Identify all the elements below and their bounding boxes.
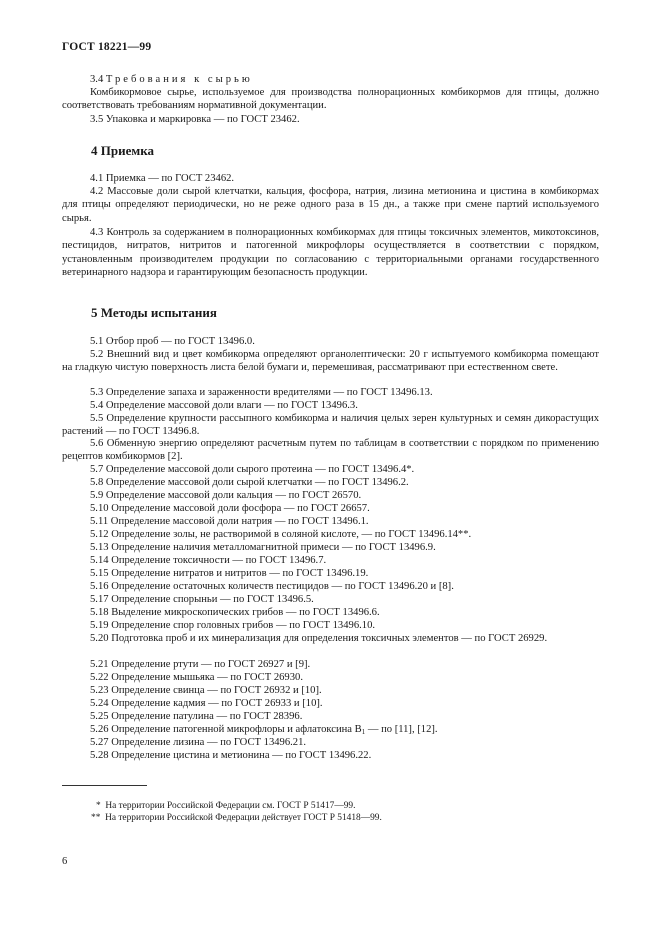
page-number: 6 [62,856,68,867]
item-5-4: 5.4 Определение массовой доли влаги — по ГОСТ 13496.3. [90,400,358,411]
item-5-11: 5.11 Определение массовой доли натрия — по ГОСТ 13496.1. [90,516,369,527]
paragraph-4-1: 4.1 Приемка — по ГОСТ 23462. [90,173,235,184]
item-5-16: 5.16 Определение остаточных количеств пестицидов — по ГОСТ 13496.20 и [8]. [90,581,454,592]
footnote-text: На территории Российской Федерации действует ГОСТ Р 51418—99. [105,813,382,823]
section-3-5: 3.5 Упаковка и маркировка — по ГОСТ 23462. [90,114,300,125]
footnote-mark: ** [91,813,101,823]
footnote-divider [62,785,147,786]
section-3-4-heading: Требования к сырью [105,74,253,85]
item-5-2: 5.2 Внешний вид и цвет комбикорма определяют органолептически: 20 г испытуемого комбикорма помещают на гладкую чистую поверхность листа белой бумаги и, перемешивая, рассматривают при естественном свете. [62,349,599,374]
item-5-21: 5.21 Определение ртути — по ГОСТ 26927 и [9]. [90,659,311,670]
item-5-7: 5.7 Определение массовой доли сырого протеина — по ГОСТ 13496.4*. [90,464,415,475]
item-5-5: 5.5 Определение крупности рассыпного комбикорма и наличия целых зерен культурных и семян дикорастущих растений — по ГОСТ 13496.8. [62,413,599,438]
document-header: ГОСТ 18221—99 [62,41,152,53]
item-5-26: 5.26 Определение патогенной микрофлоры и афлатоксина $В_1$ — по [11], [12]. [90,724,438,736]
section-4-heading: 4 Приемка [91,143,155,158]
footnote-mark: * [96,801,101,811]
section-5-heading: 5 Методы испытания [91,305,217,320]
paragraph-4-2: 4.2 Массовые доли сырой клетчатки, кальция, фосфора, натрия, лизина метионина и цистина в комбикормах для птицы определяют периодически, но не реже одного раза в 15 дн., а также при смене партий используемого сырья. [62,186,599,224]
item-5-8: 5.8 Определение массовой доли сырой клетчатки — по ГОСТ 13496.2. [90,477,409,488]
item-5-10: 5.10 Определение массовой доли фосфора — по ГОСТ 26657. [90,503,370,514]
footnote-1 [96,800,355,812]
item-5-6: 5.6 Обменную энергию определяют расчетным путем по таблицам в соответствии с порядком по применению рецептов комбикормов [2]. [62,438,599,463]
item-5-20: 5.20 Подготовка проб и их минерализация для определения токсичных элементов — по ГОСТ 26929. [90,633,548,644]
item-5-9: 5.9 Определение массовой доли кальция — по ГОСТ 26570. [90,490,362,501]
item-5-25: 5.25 Определение патулина — по ГОСТ 28396. [90,711,303,722]
section-3-4-title: 3.4 Требования к сырью [90,74,253,85]
footnote-2 [91,812,382,824]
item-5-23: 5.23 Определение свинца — по ГОСТ 26932 и [10]. [90,685,322,696]
item-5-24: 5.24 Определение кадмия — по ГОСТ 26933 и [10]. [90,698,323,709]
item-5-14: 5.14 Определение токсичности — по ГОСТ 13496.7. [90,555,327,566]
item-5-13: 5.13 Определение наличия металломагнитной примеси — по ГОСТ 13496.9. [90,542,436,553]
item-5-17: 5.17 Определение спорыньи — по ГОСТ 13496.5. [90,594,314,605]
item-5-27: 5.27 Определение лизина — по ГОСТ 13496.21. [90,737,307,748]
item-5-28: 5.28 Определение цистина и метионина — по ГОСТ 13496.22. [90,750,372,761]
item-5-18: 5.18 Выделение микроскопических грибов — по ГОСТ 13496.6. [90,607,380,618]
item-5-1: 5.1 Отбор проб — по ГОСТ 13496.0. [90,336,255,347]
item-5-3: 5.3 Определение запаха и зараженности вредителями — по ГОСТ 13496.13. [90,387,433,398]
item-5-22: 5.22 Определение мышьяка — по ГОСТ 26930. [90,672,303,683]
item-5-15: 5.15 Определение нитратов и нитритов — по ГОСТ 13496.19. [90,568,369,579]
item-5-12: 5.12 Определение золы, не растворимой в соляной кислоте, — по ГОСТ 13496.14**. [90,529,472,540]
section-3-4-text: Комбикормовое сырье, используемое для производства полнорационных комбикормов для птицы, должно соответствовать требованиям нормативной документации. [62,87,599,112]
footnote-text: На территории Российской Федерации см. ГОСТ Р 51417—99. [105,801,356,811]
item-5-19: 5.19 Определение спор головных грибов — по ГОСТ 13496.10. [90,620,376,631]
paragraph-4-3: 4.3 Контроль за содержанием в полнорационных комбикормах для птицы токсичных элементов, микотоксинов, пестицидов, нитратов, нитритов и патогенной микрофлоры осуществляется в соответствии с порядком, установленным производителем продукции по согласованию с территориальными органами государственного ветеринарного надзора и гарантирующим безопасность продукции. [62,227,599,279]
